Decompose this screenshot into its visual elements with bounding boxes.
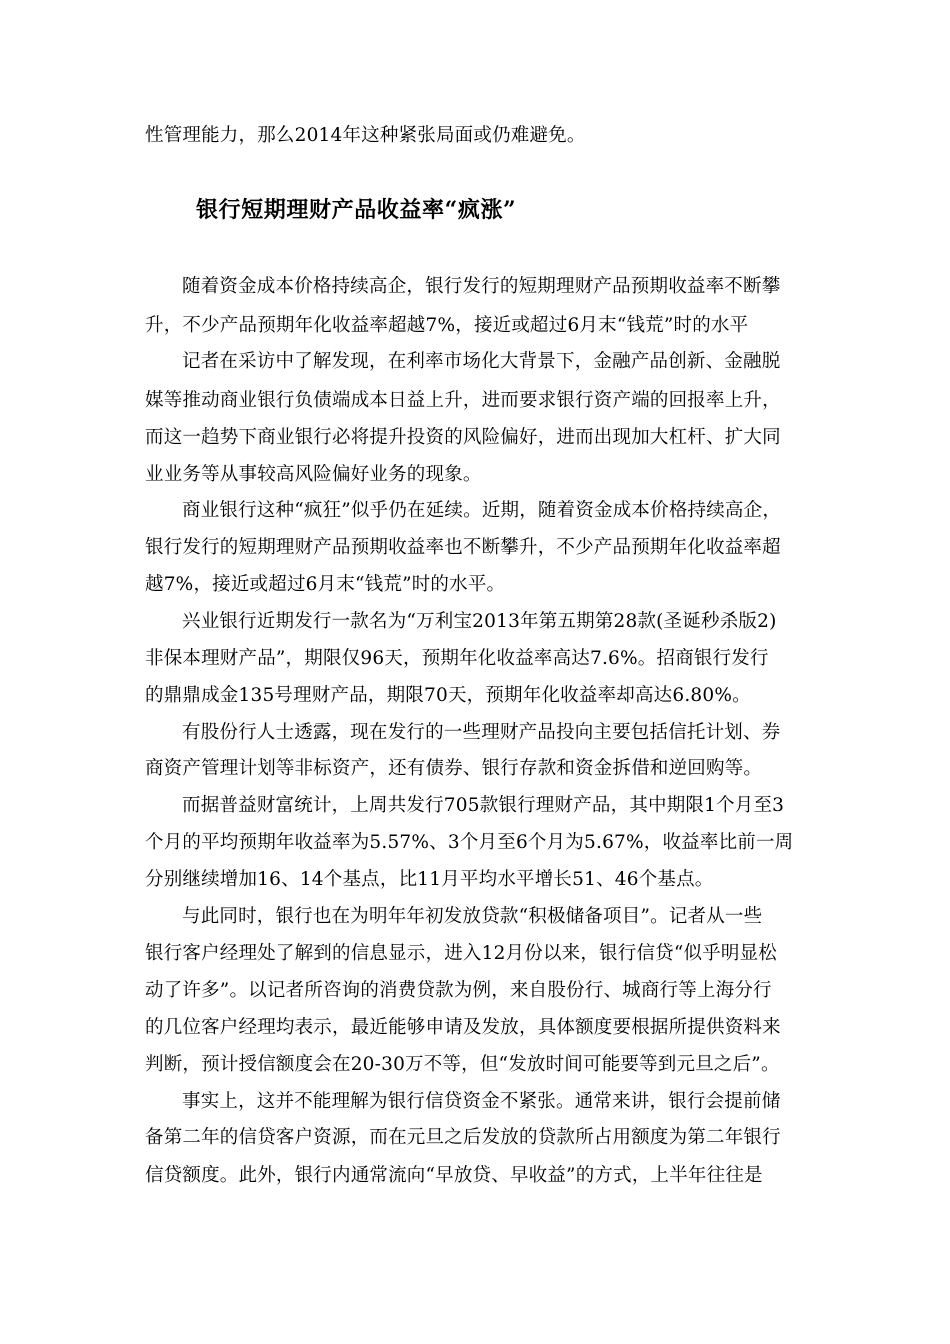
paragraph-line: 商资产管理计划等非标资产，还有债券、银行存款和资金拆借和逆回购等。	[145, 758, 763, 779]
paragraph-line: 银行发行的短期理财产品预期收益率也不断攀升，不少产品预期年化收益率超	[145, 537, 781, 558]
paragraph-line: 业业务等从事较高风险偏好业务的现象。	[145, 464, 482, 485]
paragraph-line: 性管理能力，那么2014年这种紧张局面或仍难避免。	[145, 125, 586, 146]
paragraph-line: 记者在采访中了解发现，在利率市场化大背景下，金融产品创新、金融脱	[182, 351, 781, 372]
paragraph-line: 兴业银行近期发行一款名为“万利宝2013年第五期第28款(圣诞秒杀版2)	[182, 611, 777, 632]
section-heading: 银行短期理财产品收益率“疯涨”	[196, 197, 517, 223]
paragraph-line: 有股份行人士透露，现在发行的一些理财产品投向主要包括信托计划、券	[182, 722, 781, 743]
paragraph-line: 信贷额度。此外，银行内通常流向“早放贷、早收益”的方式，上半年往往是	[145, 1165, 763, 1186]
paragraph-line: 备第二年的信贷客户资源，而在元旦之后发放的贷款所占用额度为第二年银行	[145, 1127, 781, 1148]
paragraph-line: 判断，预计授信额度会在20-30万不等，但“发放时间可能要等到元旦之后”。	[145, 1054, 780, 1075]
paragraph-line: 而这一趋势下商业银行必将提升投资的风险偏好，进而出现加大杠杆、扩大同	[145, 427, 781, 448]
paragraph-line: 随着资金成本价格持续高企，银行发行的短期理财产品预期收益率不断攀	[182, 276, 781, 297]
paragraph-line: 升，不少产品预期年化收益率超越7%，接近或超过6月末“钱荒”时的水平	[145, 315, 749, 336]
paragraph-line: 与此同时，银行也在为明年年初发放贷款“积极储备项目”。记者从一些	[182, 906, 763, 927]
paragraph-line: 银行客户经理处了解到的信息显示，进入12月份以来，银行信贷“似乎明显松	[145, 943, 778, 964]
paragraph-line: 分别继续增加16、14个基点，比11月平均水平增长51、46个基点。	[145, 869, 714, 890]
paragraph-line: 媒等推动商业银行负债端成本日益上升，进而要求银行资产端的回报率上升，	[145, 390, 781, 411]
paragraph-line: 事实上，这并不能理解为银行信贷资金不紧张。通常来讲，银行会提前储	[182, 1091, 781, 1112]
paragraph-line: 个月的平均预期年收益率为5.57%、3个月至6个月为5.67%，收益率比前一周	[145, 832, 794, 853]
paragraph-line: 的几位客户经理均表示，最近能够申请及发放，具体额度要根据所提供资料来	[145, 1017, 781, 1038]
paragraph-line: 而据普益财富统计，上周共发行705款银行理财产品，其中期限1个月至3	[182, 795, 785, 816]
paragraph-line: 的鼎鼎成金135号理财产品，期限70天，预期年化收益率却高达6.80%。	[145, 685, 751, 706]
paragraph-line: 越7%，接近或超过6月末“钱荒”时的水平。	[145, 574, 506, 595]
paragraph-line: 非保本理财产品”，期限仅96天，预期年化收益率高达7.6%。招商银行发行	[145, 648, 769, 669]
paragraph-line: 商业银行这种“疯狂”似乎仍在延续。近期，随着资金成本价格持续高企，	[182, 500, 782, 521]
paragraph-line: 动了许多”。以记者所咨询的消费贷款为例，来自股份行、城商行等上海分行	[145, 980, 772, 1001]
